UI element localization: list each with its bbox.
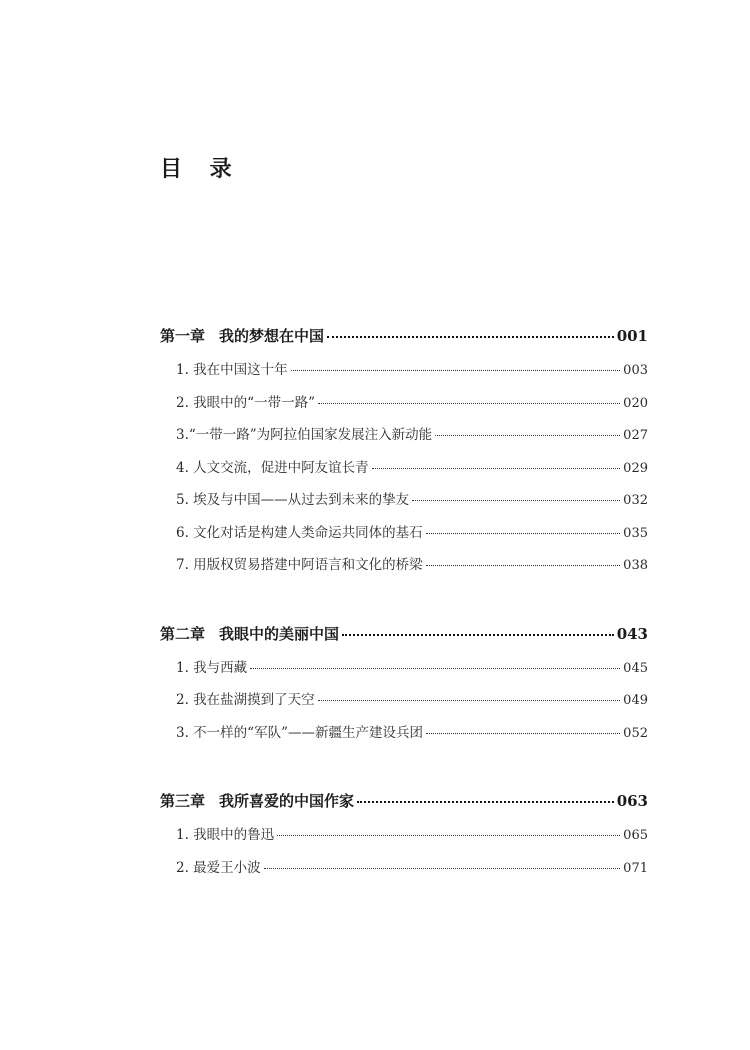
- chapter-title: [160, 618, 339, 650]
- toc-entry[interactable]: [160, 819, 648, 852]
- entry-title: 4. 人文交流，促进中阿友谊长青: [176, 459, 369, 476]
- chapter-1: [160, 320, 648, 582]
- toc-entry[interactable]: [160, 419, 648, 452]
- chapter-title: [160, 785, 354, 817]
- dot-leader: [372, 468, 621, 469]
- entry-title: 1. 我在中国这十年: [176, 362, 288, 378]
- entry-page-number: 045: [623, 660, 648, 676]
- dot-leader: [291, 370, 621, 371]
- entry-title: 6. 文化对话是构建人类命运共同体的基石: [176, 524, 423, 541]
- chapter-name: 我的梦想在中国: [219, 327, 325, 345]
- dot-leader: [327, 336, 614, 338]
- toc-entry[interactable]: [160, 549, 648, 582]
- dot-leader: [426, 733, 620, 734]
- entry-title: 2. 我在盐湖摸到了天空: [176, 692, 315, 708]
- chapter-title: [160, 320, 324, 352]
- chapter-heading[interactable]: [160, 618, 648, 650]
- entry-title: 3. 不一样的“军队”——新疆生产建设兵团: [176, 724, 423, 741]
- dot-leader: [412, 500, 620, 501]
- entry-title: 5. 埃及与中国——从过去到未来的挚友: [176, 492, 410, 508]
- chapter-heading[interactable]: [160, 320, 648, 352]
- entry-title: 3.“一带一路”为阿拉伯国家发展注入新动能: [176, 427, 433, 443]
- dot-leader: [426, 565, 621, 566]
- toc-entry[interactable]: [160, 517, 648, 550]
- chapter-2: [160, 618, 648, 750]
- toc-entry[interactable]: [160, 354, 648, 387]
- dot-leader: [426, 533, 621, 534]
- chapter-number: 第一章: [160, 327, 206, 345]
- page-title: 目 录: [160, 157, 242, 182]
- toc-entry[interactable]: [160, 717, 648, 750]
- table-of-contents: [160, 320, 648, 884]
- dot-leader: [318, 700, 621, 701]
- dot-leader: [250, 668, 620, 669]
- entry-page-number: 038: [623, 558, 648, 573]
- entry-page-number: 003: [623, 363, 648, 378]
- toc-entry[interactable]: [160, 652, 648, 685]
- entry-page-number: 029: [623, 460, 648, 476]
- entry-title: 2. 我眼中的“一带一路”: [176, 394, 315, 411]
- entry-page-number: 052: [623, 725, 648, 741]
- dot-leader: [318, 403, 620, 404]
- toc-entry[interactable]: [160, 852, 648, 885]
- chapter-3: [160, 785, 648, 884]
- toc-entry[interactable]: [160, 484, 648, 517]
- chapter-name: 我所喜爱的中国作家: [219, 792, 355, 810]
- entry-page-number: 065: [623, 828, 648, 843]
- entry-title: 7. 用版权贸易搭建中阿语言和文化的桥梁: [176, 557, 423, 573]
- entry-page-number: 071: [623, 860, 648, 876]
- entry-page-number: 032: [623, 493, 648, 508]
- entry-page-number: 049: [623, 693, 648, 708]
- entry-title: 2. 最爱王小波: [176, 859, 261, 876]
- toc-entry[interactable]: [160, 387, 648, 420]
- chapter-number: 第三章: [160, 792, 206, 810]
- chapter-name: 我眼中的美丽中国: [219, 624, 340, 643]
- toc-entry[interactable]: [160, 684, 648, 717]
- dot-leader: [264, 868, 621, 869]
- dot-leader: [357, 801, 614, 803]
- chapter-page-number: 063: [616, 792, 648, 810]
- entry-title: 1. 我与西藏: [176, 659, 248, 676]
- entry-title: 1. 我眼中的鲁迅: [176, 827, 275, 843]
- chapter-number: 第二章: [160, 624, 206, 643]
- entry-page-number: 027: [623, 428, 648, 443]
- dot-leader: [435, 435, 620, 436]
- chapter-page-number: 001: [616, 327, 648, 345]
- toc-entry[interactable]: [160, 452, 648, 485]
- chapter-heading[interactable]: [160, 785, 648, 817]
- dot-leader: [277, 835, 620, 836]
- dot-leader: [342, 634, 614, 636]
- chapter-page-number: 043: [616, 624, 648, 643]
- entry-page-number: 020: [623, 395, 648, 411]
- entry-page-number: 035: [623, 525, 648, 541]
